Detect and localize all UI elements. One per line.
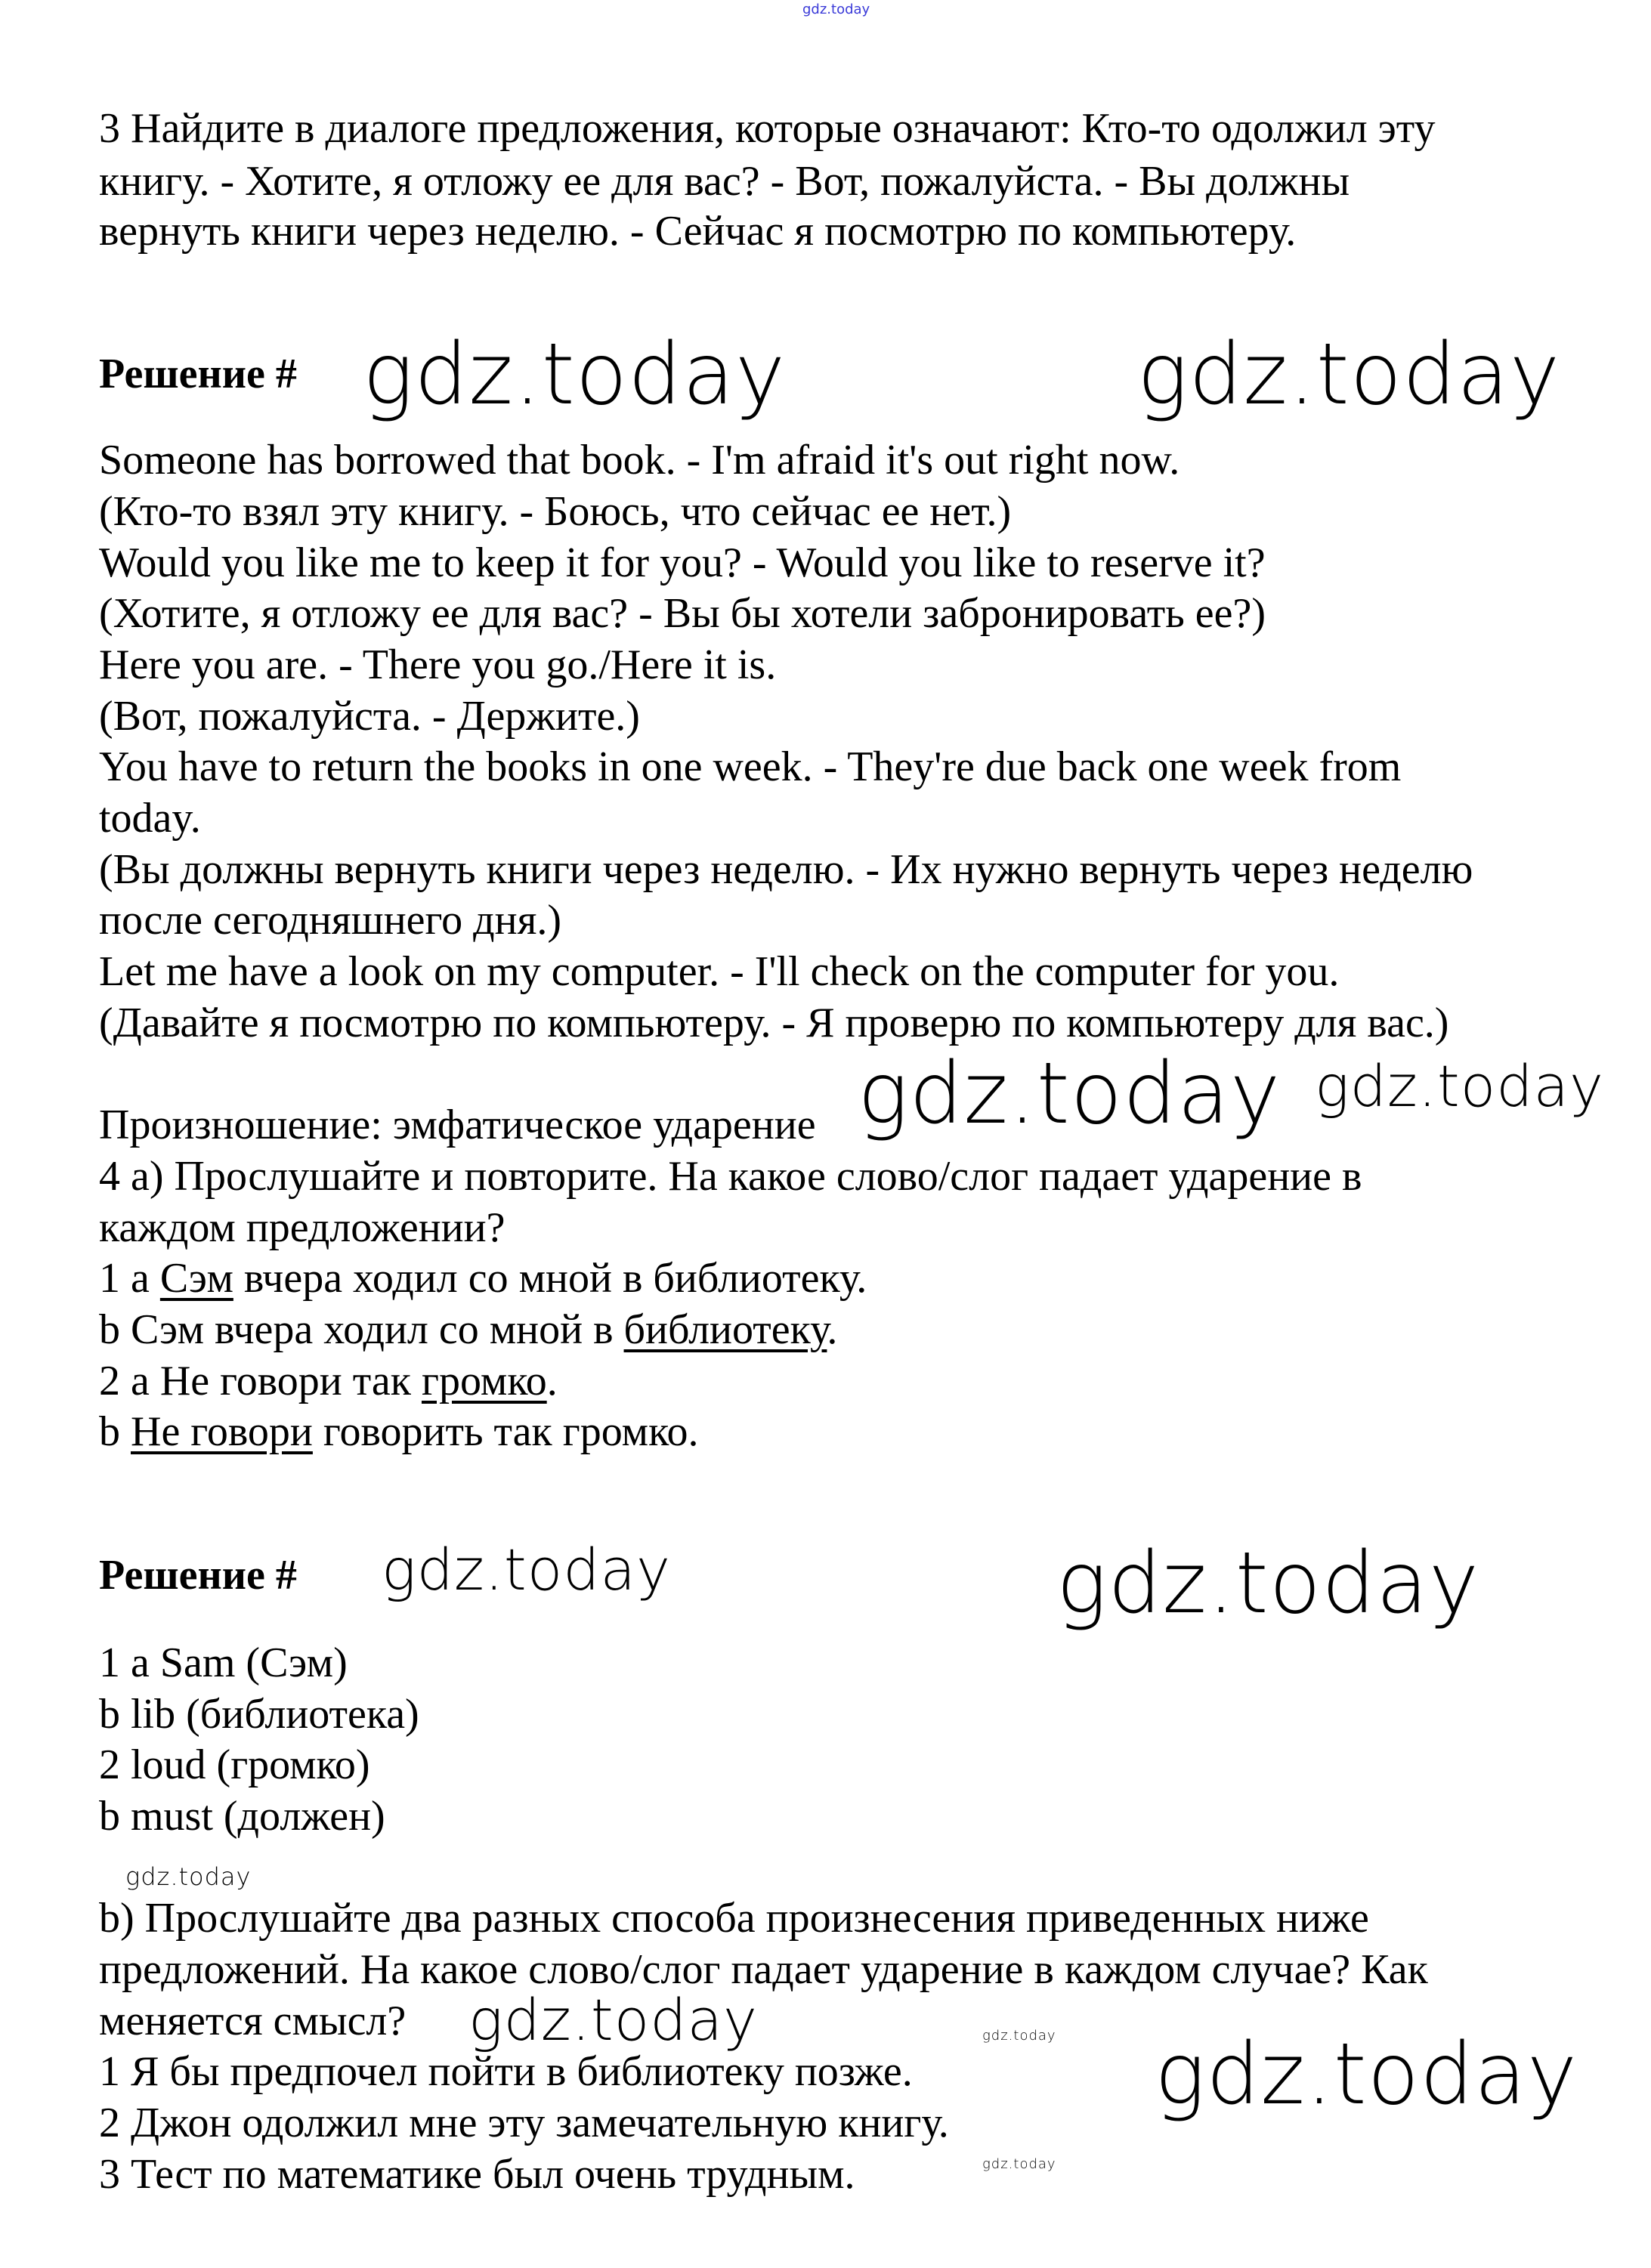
task4a-line: каждом предложении? xyxy=(99,1204,506,1251)
solution-line: Someone has borrowed that book. - I'm afraid it's out right now. xyxy=(99,437,1180,484)
watermark: gdz.today xyxy=(468,1986,758,2053)
sentence-text: b Сэм вчера ходил со мной в xyxy=(99,1306,624,1353)
task4b-line: 1 Я бы предпочел пойти в библиотеку позже. xyxy=(99,2048,913,2095)
task4b-line: меняется смысл? xyxy=(99,1998,407,2044)
stressed-word: Сэм xyxy=(159,1255,233,1302)
solution-line: (Кто-то взял эту книгу. - Боюсь, что сейчас ее нет.) xyxy=(99,488,1012,535)
sentence xyxy=(99,1357,558,1405)
sentence xyxy=(99,1254,867,1302)
watermark: gdz.today xyxy=(1137,326,1561,424)
solution-line: b must (должен) xyxy=(99,1793,385,1840)
task4b-line: предложений. На какое слово/слог падает ударение в каждом случае? Как xyxy=(99,1946,1428,1993)
sentence-text: говорить так громко. xyxy=(312,1408,699,1455)
sentence-text: b xyxy=(99,1408,131,1455)
solution-line: 2 loud (громко) xyxy=(99,1741,370,1788)
watermark: gdz.today xyxy=(1056,1534,1480,1633)
sentence xyxy=(99,1305,837,1354)
watermark: gdz.today xyxy=(1315,1052,1604,1120)
task4a-line: 4 а) Прослушайте и повторите. На какое слово/слог падает ударение в xyxy=(99,1153,1362,1200)
watermark-top[interactable]: gdz.today xyxy=(802,2,870,17)
task3-line: книгу. - Хотите, я отложу ее для вас? - Вот, пожалуйста. - Вы должны xyxy=(99,158,1350,205)
sentence-text: . xyxy=(827,1306,838,1353)
stressed-word: библиотеку xyxy=(623,1306,827,1353)
solution-line: today. xyxy=(99,795,201,842)
sentence-text: 1 a xyxy=(99,1255,160,1302)
stressed-word: громко xyxy=(421,1358,547,1404)
solution-line: You have to return the books in one week. - They're due back one week from xyxy=(99,743,1402,790)
solution-line: Let me have a look on my computer. - I'll check on the computer for you. xyxy=(99,948,1340,995)
watermark: gdz.today xyxy=(858,1045,1282,1143)
watermark: gdz.today xyxy=(382,1536,671,1603)
task4b-line: b) Прослушайте два разных способа произнесения приведенных ниже xyxy=(99,1895,1369,1942)
sentence-text: 2 a Не говори так xyxy=(99,1358,422,1404)
pronunciation-heading: Произношение: эмфатическое ударение xyxy=(99,1102,816,1148)
solution-line: Would you like me to keep it for you? - Would you like to reserve it? xyxy=(99,539,1266,586)
solution-line: Here you are. - There you go./Here it is. xyxy=(99,641,777,688)
watermark: gdz.today xyxy=(1155,2025,1578,2124)
sentence xyxy=(99,1407,698,1456)
sentence-text: вчера ходил со мной в библиотеку. xyxy=(233,1255,867,1302)
task4b-line: 2 Джон одолжил мне эту замечательную книгу. xyxy=(99,2100,949,2146)
stressed-word: Не говори xyxy=(131,1408,313,1455)
task3-line: 3 Найдите в диалоге предложения, которые означают: Кто-то одолжил эту xyxy=(99,105,1436,152)
sentence-text: . xyxy=(546,1358,558,1404)
watermark: gdz.today xyxy=(982,2028,1056,2044)
solution-line: после сегодняшнего дня.) xyxy=(99,897,561,944)
watermark: gdz.today xyxy=(982,2156,1056,2172)
solution-line: b lib (библиотека) xyxy=(99,1691,419,1738)
task3-line: вернуть книги через неделю. - Сейчас я посмотрю по компьютеру. xyxy=(99,208,1297,255)
solution-line: (Вот, пожалуйста. - Держите.) xyxy=(99,693,640,740)
solution-line: 1 a Sam (Сэм) xyxy=(99,1639,348,1686)
solution-line: (Давайте я посмотрю по компьютеру. - Я проверю по компьютеру для вас.) xyxy=(99,1000,1449,1046)
watermark: gdz.today xyxy=(363,326,787,424)
task4b-line: 3 Тест по математике был очень трудным. xyxy=(99,2151,855,2198)
solution-line: (Вы должны вернуть книги через неделю. - Их нужно вернуть через неделю xyxy=(99,846,1473,893)
solution-heading: Решение # xyxy=(99,1552,297,1599)
solution-heading: Решение # xyxy=(99,351,297,397)
solution-line: (Хотите, я отложу ее для вас? - Вы бы хотели забронировать ее?) xyxy=(99,590,1266,637)
watermark: gdz.today xyxy=(125,1862,252,1891)
